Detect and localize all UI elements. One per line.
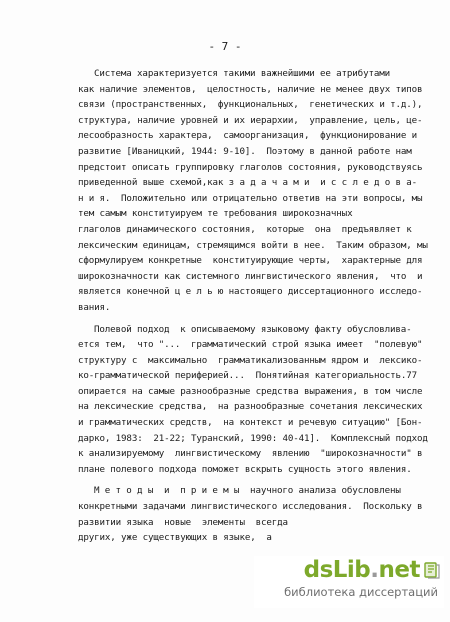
body-text bbox=[78, 66, 448, 546]
text-line: тем самым конституируем те требования широкозначных bbox=[78, 208, 353, 220]
text-line: ко-грамматической периферией... Понятийная категориальность.77 bbox=[78, 370, 418, 382]
text-line: лесообразность характера, самоорганизация, функционирование и bbox=[78, 130, 418, 142]
text-line: и грамматических средств, на контекст и речевую ситуацию" [Бон- bbox=[78, 417, 423, 429]
text-line: плане полевого подхода поможет вскрыть сущность этого явления. bbox=[78, 463, 412, 475]
text-line: структура, наличие уровней и их иерархии, управление, цель, це- bbox=[78, 114, 423, 126]
text-line: предстоит описать группировку глаголов состояния, руководствуясь bbox=[78, 161, 423, 173]
watermark bbox=[254, 556, 444, 608]
text-line: приведенной выше схемой,как з а д а ч а м и и с с л е д о в а- bbox=[78, 177, 418, 189]
watermark-logo-dot: . bbox=[370, 557, 379, 583]
page-number: - 7 - bbox=[208, 40, 242, 53]
watermark-logo-row bbox=[254, 556, 444, 584]
text-line: является конечной ц е л ь ю настоящего диссертационного исследо- bbox=[78, 286, 423, 298]
text-line: глаголов динамического состояния, которые она предъявляет к bbox=[78, 223, 412, 235]
text-line: Полевой подход к описываемому языковому факту обусловлива- bbox=[94, 323, 412, 335]
text-line: к анализируемому лингвистическому явлению "широкозначности" в bbox=[78, 448, 423, 460]
text-line: вания. bbox=[78, 301, 111, 313]
text-line: развитии языка новые элементы всегда bbox=[78, 516, 288, 528]
book-icon bbox=[424, 561, 440, 579]
text-line: других, уже существующих в языке, а bbox=[78, 532, 272, 544]
text-line: связи (пространственных, функциональных, генетических и т.д.), bbox=[78, 99, 423, 111]
watermark-logo-main: dsLib bbox=[303, 557, 371, 583]
text-line: сформулируем конкретные конституирующие черты, характерные для bbox=[78, 255, 423, 267]
text-line: конкретными задачами лингвистического исследования. Поскольку в bbox=[78, 501, 423, 513]
text-line: опирается на самые разнообразные средства выражения, в том числе bbox=[78, 385, 423, 397]
text-line: ется тем, что "... грамматический строй языка имеет "полевую" bbox=[78, 339, 423, 351]
text-line: широкозначности как системного лингвистического явления, что и bbox=[78, 270, 423, 282]
text-line: развитие [Иваницкий, 1944: 9-10]. Поэтому в данной работе нам bbox=[78, 145, 412, 157]
watermark-logo-tld: net bbox=[378, 557, 420, 583]
text-line: М е т о д ы и п р и е м ы научного анализа обусловлены bbox=[94, 485, 401, 497]
text-line: н и я. Положительно или отрицательно ответив на эти вопросы, мы bbox=[78, 192, 423, 204]
text-line: лексическим единицам, стремящимся войти в нее. Таким образом, мы bbox=[78, 239, 428, 251]
text-line: Система характеризуется такими важнейшими ее атрибутами bbox=[94, 68, 390, 79]
text-line: на лексические средства, на разнообразные сочетания лексических bbox=[78, 401, 423, 413]
watermark-logo bbox=[304, 556, 420, 584]
watermark-caption: библиотека диссертаций bbox=[284, 585, 438, 599]
text-line: структуру с максимально грамматикализованным ядром и лексико- bbox=[78, 354, 423, 366]
text-line: как наличие элементов, целостность, наличие не менее двух типов bbox=[78, 83, 423, 95]
text-line: дарко, 1983: 21-22; Туранский, 1990: 40-41]. Комплексный подход bbox=[78, 432, 428, 444]
